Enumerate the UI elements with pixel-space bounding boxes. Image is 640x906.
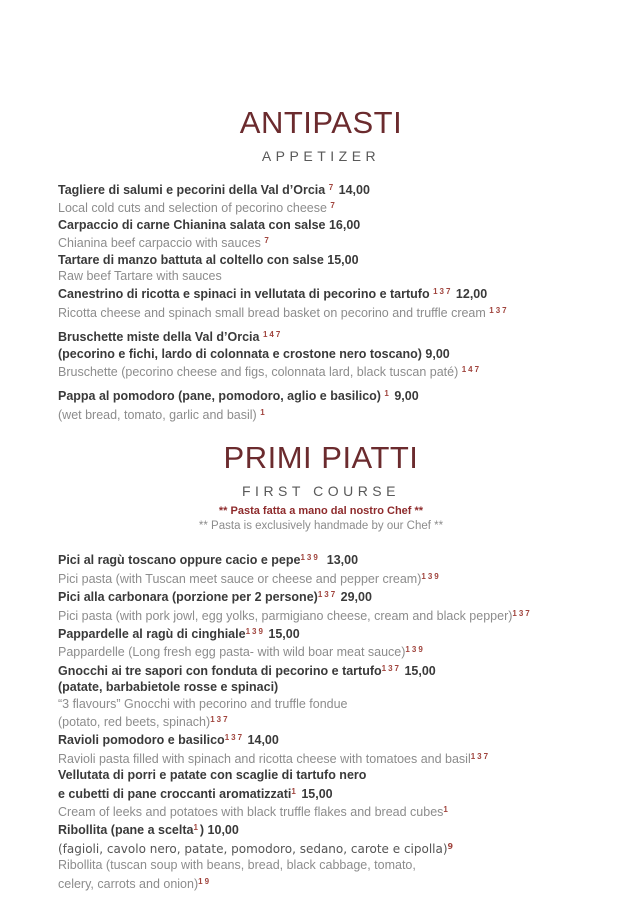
allergen-superscript: 137 xyxy=(470,751,491,761)
chef-note-italian: ** Pasta fatta a mano dal nostro Chef ** xyxy=(218,505,424,518)
allergen-superscript: 7 xyxy=(264,236,271,246)
line-text: Pappa al pomodoro (pane, pomodoro, aglio e basilico) xyxy=(58,389,385,404)
menu-item-description xyxy=(58,857,584,873)
line-text: Local cold cuts and selection of pecorino cheese xyxy=(58,201,331,216)
menu-item-name xyxy=(58,386,584,404)
line-text: Pici pasta (with pork jowl, egg yolks, parmigiano cheese, cream and black pepper) xyxy=(58,608,513,623)
allergen-superscript: 139 xyxy=(405,645,425,655)
line-text: e cubetti di pane croccanti aromatizzati xyxy=(58,786,292,801)
menu-item-description xyxy=(58,233,584,251)
line-text: 13,00 xyxy=(319,553,359,568)
line-text: Gnocchi ai tre sapori con fonduta di pecorino e tartufo xyxy=(58,663,382,678)
menu-item-group xyxy=(58,180,584,321)
line-text: Ravioli pomodoro e basilico xyxy=(58,733,225,748)
line-text: 12,00 xyxy=(452,287,488,302)
allergen-superscript: 137 xyxy=(381,663,401,673)
section-antipasti xyxy=(58,104,584,423)
menu-item-name xyxy=(58,346,584,362)
menu-item-name xyxy=(58,327,584,345)
line-text: Ribollita (pane a scelta xyxy=(58,823,194,838)
line-text: Bruschette (pecorino cheese and figs, colonnata lard, black tuscan paté) xyxy=(58,365,462,380)
menu-item-description xyxy=(58,303,584,321)
allergen-superscript: 1 xyxy=(443,804,450,814)
line-text: (potato, red beets, spinach) xyxy=(58,714,211,729)
line-text: Ravioli pasta filled with spinach and ricotta cheese with tomatoes and basil xyxy=(58,751,471,766)
menu-item-name xyxy=(58,839,584,857)
menu-item-description xyxy=(58,606,584,624)
line-text: 9,00 xyxy=(390,389,419,404)
menu-item-name xyxy=(58,252,584,268)
line-text: (patate, barbabietole rosse e spinaci) xyxy=(58,680,279,695)
allergen-superscript: 137 xyxy=(210,714,230,724)
line-text: Ricotta cheese and spinach small bread basket on pecorino and truffle cream xyxy=(58,305,490,320)
line-text: Pici alla carbonara (porzione per 2 persone) xyxy=(58,590,318,605)
menu-item-name xyxy=(58,550,584,568)
line-text: Raw beef Tartare with sauces xyxy=(58,269,222,284)
menu-item-name xyxy=(58,661,584,679)
allergen-superscript: 1 xyxy=(384,389,391,399)
line-text: Canestrino di ricotta e spinaci in vellutata di pecorino e tartufo xyxy=(58,287,434,302)
allergen-superscript: 19 xyxy=(198,876,212,886)
menu-item-description xyxy=(58,696,584,712)
allergen-superscript: 137 xyxy=(512,608,532,618)
menu-item-name xyxy=(58,217,584,233)
line-text: Tagliere di salumi e pecorini della Val d’Orcia xyxy=(58,183,329,197)
line-text: 15,00 xyxy=(264,626,300,641)
menu-item-group xyxy=(58,550,584,892)
allergen-superscript: 9 xyxy=(447,841,456,851)
allergen-superscript: 1 xyxy=(193,823,200,833)
allergen-superscript: 147 xyxy=(461,365,482,375)
menu-item-name xyxy=(58,767,584,783)
menu-item-description xyxy=(58,642,584,660)
menu-item-name xyxy=(58,820,584,838)
line-text: Pici al ragù toscano oppure cacio e pepe xyxy=(58,553,301,568)
section-title-primi-piatti: PRIMI PIATTI xyxy=(223,440,419,476)
menu-item-name xyxy=(58,679,584,695)
allergen-superscript: 137 xyxy=(433,287,453,297)
antipasti-items xyxy=(58,180,584,423)
allergen-superscript: 137 xyxy=(489,305,509,315)
menu-item-name xyxy=(58,784,584,802)
chef-note-english: ** Pasta is exclusively handmade by our Chef ** xyxy=(198,520,444,533)
allergen-superscript: 137 xyxy=(317,590,338,600)
line-text: ) 10,00 xyxy=(199,823,239,838)
line-text: 14,00 xyxy=(335,183,370,197)
menu-item-group xyxy=(58,386,584,423)
line-text: (pecorino e fichi, lardo di colonnata e crostone nero toscano) 9,00 xyxy=(58,346,450,361)
menu-item-description xyxy=(58,268,584,284)
line-text: Pappardelle al ragù di cinghiale xyxy=(58,626,246,641)
menu-item-name xyxy=(58,180,584,198)
allergen-superscript: 139 xyxy=(421,571,441,581)
menu-item-description xyxy=(58,569,584,587)
line-text: 15,00 xyxy=(401,663,436,678)
line-text: (fagioli, cavolo nero, patate, pomodoro, sedano, carote e cipolla) xyxy=(58,841,448,856)
allergen-superscript: 139 xyxy=(245,626,265,636)
line-text: 15,00 xyxy=(297,786,333,801)
line-text: Pappardelle (Long fresh egg pasta- with wild boar meat sauce) xyxy=(58,645,406,660)
line-text: Chianina beef carpaccio with sauces xyxy=(58,236,265,251)
line-text: celery, carrots and onion) xyxy=(58,876,199,891)
line-text: Carpaccio di carne Chianina salata con salse 16,00 xyxy=(58,217,361,232)
allergen-superscript: 1 xyxy=(291,786,298,796)
line-text: 14,00 xyxy=(244,733,279,748)
line-text: Pici pasta (with Tuscan meet sauce or cheese and pepper cream) xyxy=(58,571,422,586)
menu-item-description xyxy=(58,405,584,423)
section-title-antipasti: ANTIPASTI xyxy=(239,105,403,140)
allergen-superscript: 139 xyxy=(300,553,320,563)
menu-item-group xyxy=(58,327,584,380)
menu-item-description xyxy=(58,874,584,892)
menu-item-description xyxy=(58,749,584,767)
menu-item-name xyxy=(58,730,584,748)
menu-item-name xyxy=(58,587,584,605)
menu-item-description xyxy=(58,712,584,730)
line-text: “3 flavours” Gnocchi with pecorino and truffle fondue xyxy=(58,696,348,711)
section-subtitle-appetizer: APPETIZER xyxy=(261,148,381,164)
menu-item-description xyxy=(58,802,584,820)
section-primi-piatti xyxy=(58,439,584,892)
primi-piatti-items xyxy=(58,550,584,892)
section-subtitle-first-course: FIRST COURSE xyxy=(242,483,400,500)
line-text: Vellutata di porri e patate con scaglie di tartufo nero xyxy=(58,768,367,783)
menu-item-name xyxy=(58,624,584,642)
allergen-superscript: 137 xyxy=(224,733,245,743)
menu-item-description xyxy=(58,198,584,216)
allergen-superscript: 1 xyxy=(260,407,267,417)
allergen-superscript: 7 xyxy=(328,183,336,192)
menu-item-description xyxy=(58,362,584,380)
allergen-superscript: 147 xyxy=(262,330,283,340)
menu-item-name xyxy=(58,284,584,302)
line-text: Tartare di manzo battuta al coltello con salse 15,00 xyxy=(58,252,359,267)
line-text: (wet bread, tomato, garlic and basil) xyxy=(58,407,261,422)
allergen-superscript: 7 xyxy=(330,201,337,211)
line-text: Ribollita (tuscan soup with beans, bread, black cabbage, tomato, xyxy=(58,858,416,873)
line-text: Bruschette miste della Val d’Orcia xyxy=(58,330,263,345)
line-text: Cream of leeks and potatoes with black truffle flakes and bread cubes xyxy=(58,804,444,819)
line-text: 29,00 xyxy=(337,590,372,605)
